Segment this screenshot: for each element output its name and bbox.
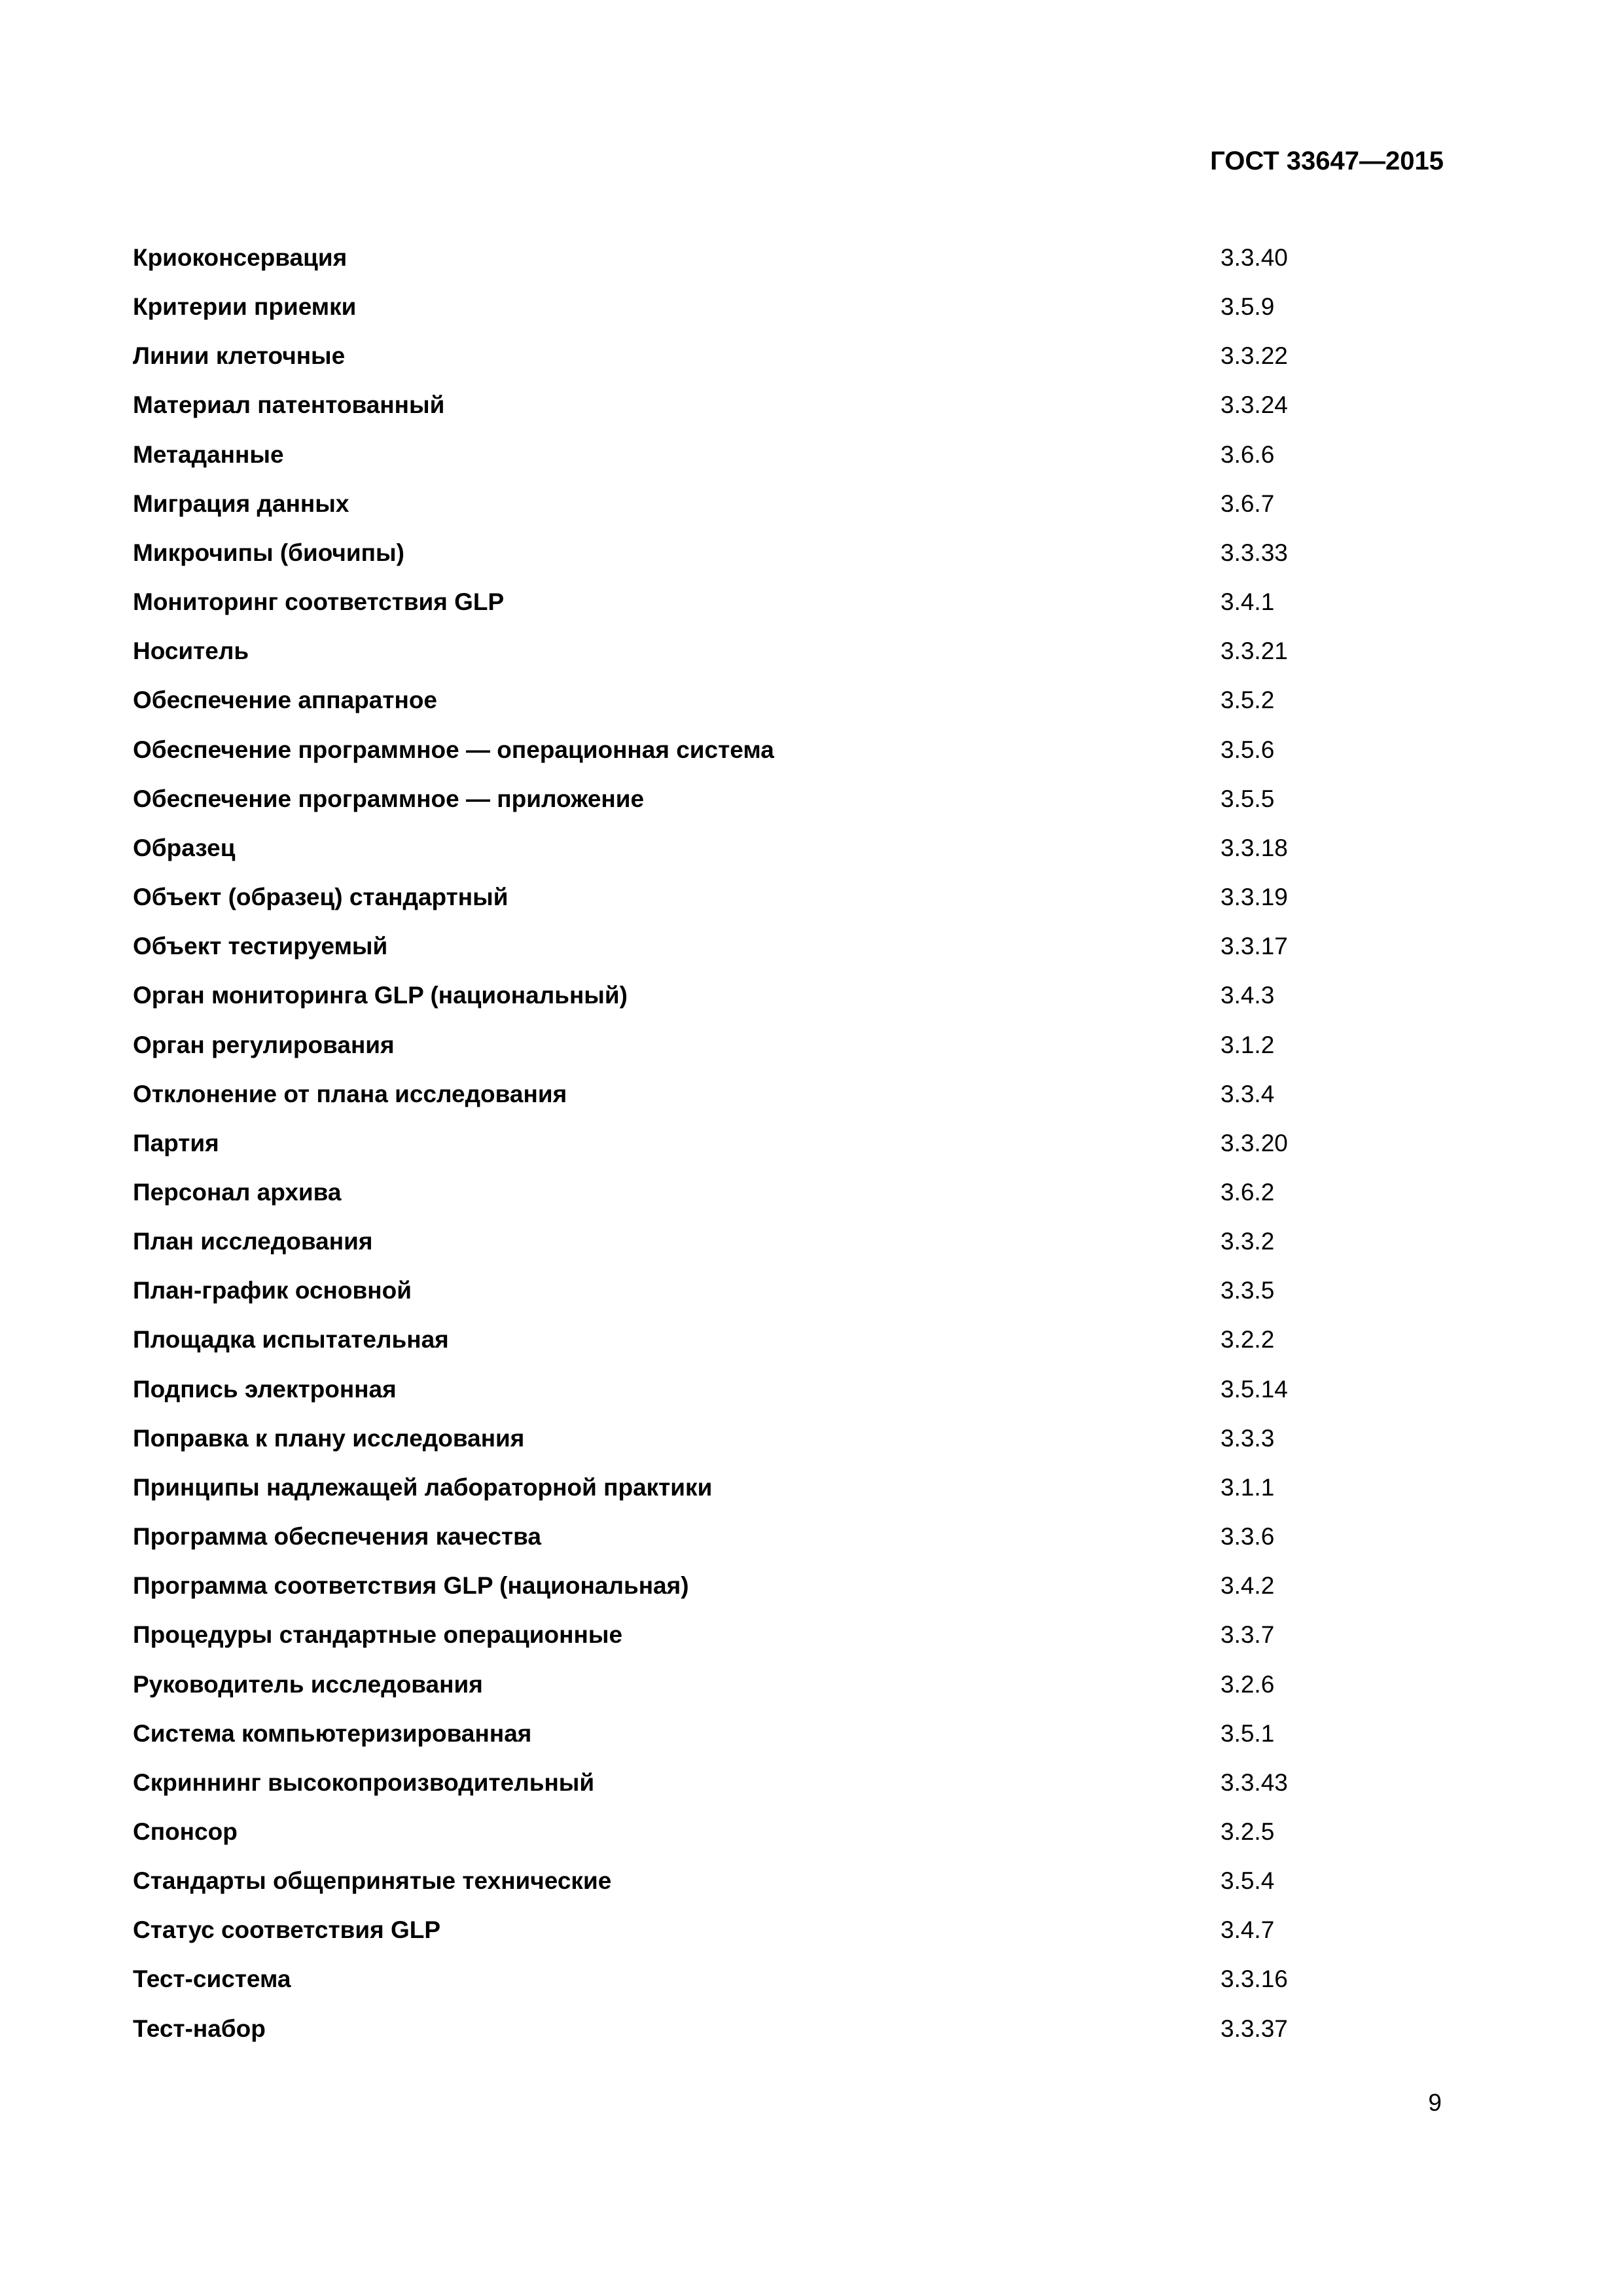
index-term: Объект тестируемый [133, 933, 388, 960]
index-ref: 3.3.24 [1221, 391, 1288, 419]
index-term: Носитель [133, 637, 249, 665]
index-row [133, 1324, 1455, 1373]
index-ref: 3.4.3 [1221, 982, 1275, 1009]
index-ref: 3.5.4 [1221, 1867, 1275, 1895]
index-term: Персонал архива [133, 1178, 342, 1206]
index-term: Поправка к плану исследования [133, 1424, 525, 1452]
index-row [133, 537, 1455, 586]
index-term: Образец [133, 834, 236, 861]
index-row [133, 1177, 1455, 1226]
index-row [133, 242, 1455, 291]
index-term: Объект (образец) стандартный [133, 884, 508, 911]
index-ref: 3.3.22 [1221, 342, 1288, 370]
index-term: Программа соответствия GLP (национальная) [133, 1572, 689, 1600]
index-ref: 3.5.14 [1221, 1375, 1288, 1403]
index-ref: 3.3.4 [1221, 1080, 1275, 1107]
index-term: Стандарты общепринятые технические [133, 1867, 612, 1895]
index-term: Орган регулирования [133, 1031, 395, 1058]
index-row [133, 1128, 1455, 1177]
index-ref: 3.3.40 [1221, 244, 1288, 271]
page-number: 9 [1428, 2089, 1442, 2116]
index-term: Тест-система [133, 1965, 291, 1993]
index-row [133, 1865, 1455, 1914]
index-term: Обеспечение аппаратное [133, 687, 437, 714]
index-row [133, 1472, 1455, 1521]
index-ref: 3.3.5 [1221, 1277, 1275, 1304]
index-term: Спонсор [133, 1818, 238, 1845]
index-term: Микрочипы (биочипы) [133, 539, 404, 566]
index-term: Площадка испытательная [133, 1326, 449, 1354]
index-row [133, 1619, 1455, 1668]
index-row [133, 586, 1455, 636]
index-term: Скриннинг высокопроизводительный [133, 1768, 595, 1796]
index-ref: 3.5.5 [1221, 785, 1275, 812]
index-row [133, 931, 1455, 980]
index-row [133, 882, 1455, 931]
index-term: Система компьютеризированная [133, 1719, 532, 1747]
index-row [133, 1964, 1455, 2013]
index-list [133, 242, 1455, 2062]
index-row [133, 1521, 1455, 1570]
index-row [133, 488, 1455, 537]
index-term: Процедуры стандартные операционные [133, 1621, 623, 1649]
index-row [133, 291, 1455, 340]
index-row [133, 1816, 1455, 1865]
index-ref: 3.3.33 [1221, 539, 1288, 566]
index-ref: 3.3.16 [1221, 1965, 1288, 1993]
index-row [133, 1767, 1455, 1816]
index-term: Обеспечение программное — операционная система [133, 736, 774, 763]
index-ref: 3.3.43 [1221, 1768, 1288, 1796]
index-term: Тест-набор [133, 2015, 266, 2042]
index-row [133, 1226, 1455, 1275]
index-row [133, 2013, 1455, 2062]
index-row [133, 636, 1455, 685]
index-row [133, 1079, 1455, 1128]
index-row [133, 1914, 1455, 1964]
index-term: Материал патентованный [133, 391, 445, 419]
index-row [133, 1669, 1455, 1718]
index-ref: 3.5.2 [1221, 687, 1275, 714]
index-term: Обеспечение программное — приложение [133, 785, 645, 812]
index-ref: 3.3.18 [1221, 834, 1288, 861]
index-term: Орган мониторинга GLP (национальный) [133, 982, 628, 1009]
index-ref: 3.3.6 [1221, 1523, 1275, 1551]
index-ref: 3.3.2 [1221, 1228, 1275, 1255]
index-term: Линии клеточные [133, 342, 346, 370]
index-row [133, 980, 1455, 1029]
index-ref: 3.6.7 [1221, 490, 1275, 517]
index-term: Миграция данных [133, 490, 349, 517]
index-term: Метаданные [133, 440, 284, 468]
index-row [133, 1423, 1455, 1472]
index-row [133, 1718, 1455, 1767]
index-ref: 3.2.2 [1221, 1326, 1275, 1354]
index-term: Отклонение от плана исследования [133, 1080, 567, 1107]
index-ref: 3.4.1 [1221, 588, 1275, 616]
index-ref: 3.1.2 [1221, 1031, 1275, 1058]
index-term: Статус соответствия GLP [133, 1916, 441, 1944]
index-row [133, 1030, 1455, 1079]
index-ref: 3.4.7 [1221, 1916, 1275, 1944]
index-term: Руководитель исследования [133, 1670, 483, 1698]
index-ref: 3.2.5 [1221, 1818, 1275, 1845]
index-term: Критерии приемки [133, 293, 357, 321]
index-term: План-график основной [133, 1277, 412, 1304]
index-row [133, 833, 1455, 882]
index-ref: 3.3.37 [1221, 2015, 1288, 2042]
index-ref: 3.1.1 [1221, 1473, 1275, 1501]
index-ref: 3.6.6 [1221, 440, 1275, 468]
index-term: План исследования [133, 1228, 373, 1255]
index-ref: 3.6.2 [1221, 1178, 1275, 1206]
index-term: Партия [133, 1129, 219, 1157]
index-term: Криоконсервация [133, 244, 348, 271]
index-ref: 3.3.19 [1221, 884, 1288, 911]
index-row [133, 1275, 1455, 1324]
index-term: Подпись электронная [133, 1375, 397, 1403]
document-header: ГОСТ 33647—2015 [1210, 147, 1444, 175]
index-ref: 3.5.9 [1221, 293, 1275, 321]
index-row [133, 734, 1455, 783]
index-row [133, 439, 1455, 488]
index-ref: 3.3.7 [1221, 1621, 1275, 1649]
index-row [133, 1374, 1455, 1423]
index-ref: 3.5.6 [1221, 736, 1275, 763]
index-ref: 3.2.6 [1221, 1670, 1275, 1698]
index-ref: 3.3.20 [1221, 1129, 1288, 1157]
index-ref: 3.3.3 [1221, 1424, 1275, 1452]
index-ref: 3.3.17 [1221, 933, 1288, 960]
index-row [133, 685, 1455, 734]
index-row [133, 783, 1455, 833]
index-ref: 3.5.1 [1221, 1719, 1275, 1747]
index-term: Принципы надлежащей лабораторной практики [133, 1473, 713, 1501]
index-term: Мониторинг соответствия GLP [133, 588, 505, 616]
index-term: Программа обеспечения качества [133, 1523, 541, 1551]
index-ref: 3.4.2 [1221, 1572, 1275, 1600]
index-ref: 3.3.21 [1221, 637, 1288, 665]
index-row [133, 1570, 1455, 1619]
index-row [133, 340, 1455, 389]
index-row [133, 389, 1455, 439]
